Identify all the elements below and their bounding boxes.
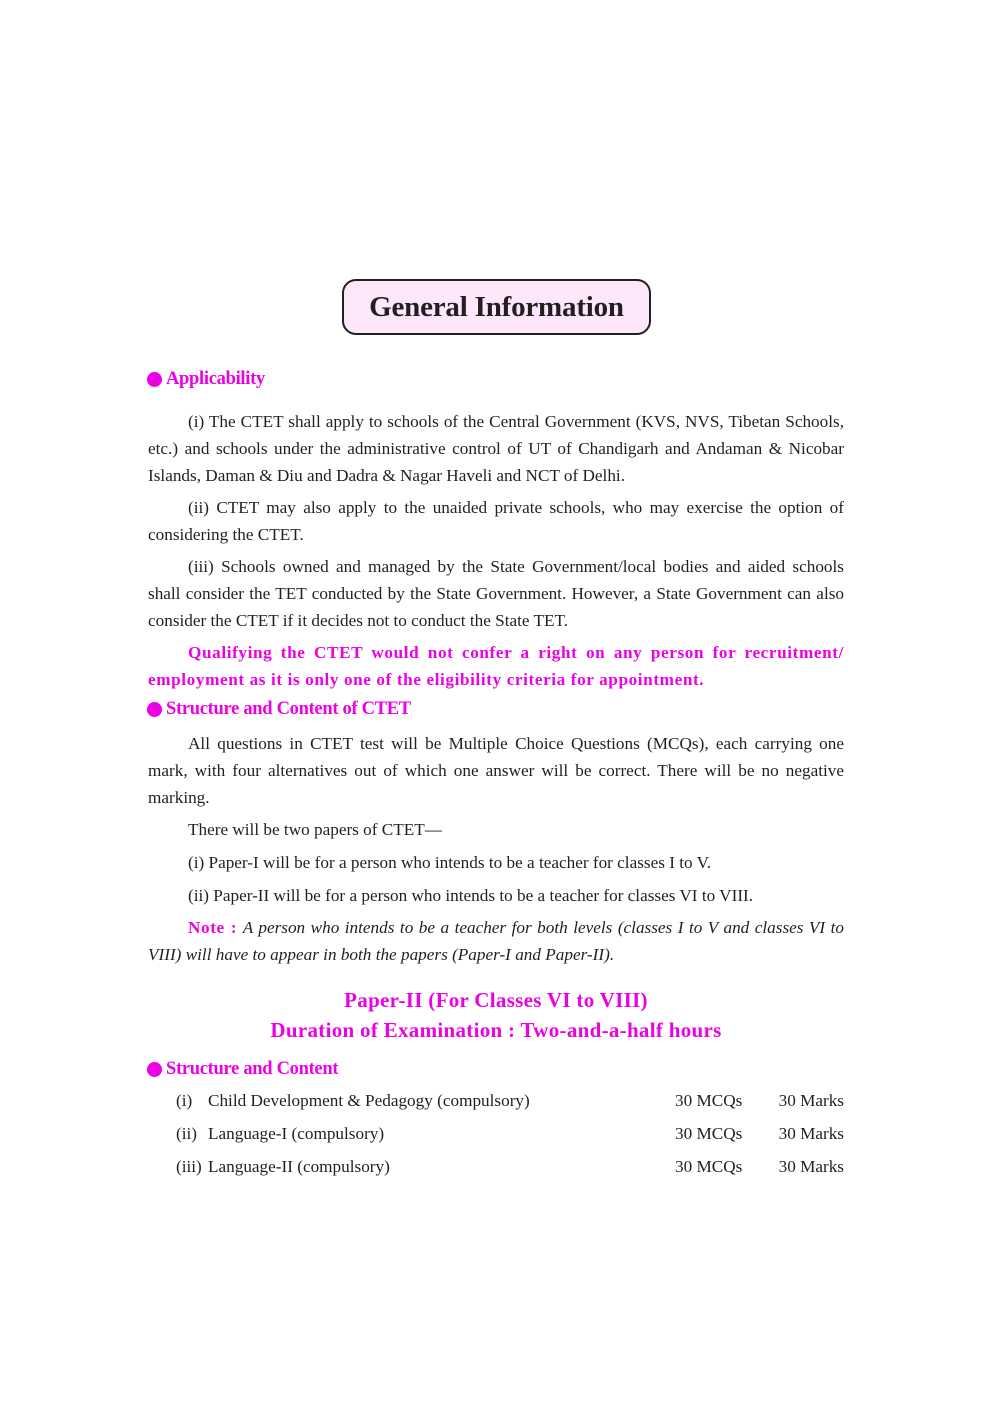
section-heading-label: Structure and Content bbox=[166, 1059, 339, 1079]
item-marks: 30 Marks bbox=[778, 1124, 844, 1143]
item-number: (ii) bbox=[176, 1124, 197, 1143]
list-item bbox=[176, 1157, 844, 1185]
paper-2-heading: Paper-II (For Classes VI to VIII) bbox=[344, 988, 648, 1012]
applicability-paragraph-1: (i) The CTET shall apply to schools of the Central Government (KVS, NVS, Tibetan Schools, etc.) and schools under the administrative control of UT of Chandigarh and Andaman & Nicobar Islands, Daman & Diu and Dadra & Nagar Haveli and NCT of Delhi. bbox=[148, 412, 844, 485]
list-item bbox=[176, 1091, 844, 1119]
applicability-paragraph-3: (iii) Schools owned and managed by the State Government/local bodies and aided schools shall consider the TET conducted by the State Government. However, a State Government can also consider the CTET if it decides not to conduct the State TET. bbox=[148, 557, 844, 630]
page-title: General Information bbox=[342, 279, 651, 335]
item-number: (i) bbox=[176, 1091, 193, 1110]
structure-paragraph-1: All questions in CTET test will be Multiple Choice Questions (MCQs), each carrying one mark, with four alternatives out of which one answer will be correct. There will be no negative marking. bbox=[148, 734, 844, 807]
section-heading-label: Structure and Content of CTET bbox=[166, 699, 411, 719]
section-heading-structure bbox=[147, 699, 411, 720]
item-number: (iii) bbox=[176, 1157, 202, 1176]
paper-2-description: (ii) Paper-II will be for a person who intends to be a teacher for classes VI to VIII. bbox=[188, 886, 754, 905]
item-mcqs: 30 MCQs bbox=[675, 1157, 743, 1176]
note-paragraph bbox=[148, 914, 844, 968]
note-label: Note : bbox=[188, 918, 238, 937]
note-text: A person who intends to be a teacher for both levels (classes I to V and classes VI to VIII) will have to appear in both the papers (Paper-I and Paper-II). bbox=[148, 918, 845, 964]
bullet-icon bbox=[147, 1062, 162, 1077]
paper-1-description: (i) Paper-I will be for a person who intends to be a teacher for classes I to V. bbox=[188, 853, 712, 872]
applicability-paragraph-2: (ii) CTET may also apply to the unaided private schools, who may exercise the option of considering the CTET. bbox=[148, 498, 844, 544]
list-item bbox=[176, 1124, 844, 1152]
item-mcqs: 30 MCQs bbox=[675, 1091, 743, 1110]
eligibility-highlight: Qualifying the CTET would not confer a right on any person for recruitment/ employment as it is only one of the eligibility criteria for appointment. bbox=[148, 643, 844, 689]
item-label: Language-II (compulsory) bbox=[208, 1157, 390, 1176]
section-heading-content bbox=[147, 1059, 338, 1080]
item-label: Child Development & Pedagogy (compulsory) bbox=[208, 1091, 530, 1110]
item-marks: 30 Marks bbox=[778, 1091, 844, 1110]
section-heading-label: Applicability bbox=[166, 369, 265, 389]
exam-duration-heading: Duration of Examination : Two-and-a-half hours bbox=[270, 1018, 722, 1042]
bullet-icon bbox=[147, 702, 162, 717]
structure-paragraph-2: There will be two papers of CTET— bbox=[188, 820, 442, 839]
bullet-icon bbox=[147, 372, 162, 387]
item-marks: 30 Marks bbox=[778, 1157, 844, 1176]
section-heading-applicability bbox=[147, 369, 265, 390]
item-mcqs: 30 MCQs bbox=[675, 1124, 743, 1143]
item-label: Language-I (compulsory) bbox=[208, 1124, 385, 1143]
